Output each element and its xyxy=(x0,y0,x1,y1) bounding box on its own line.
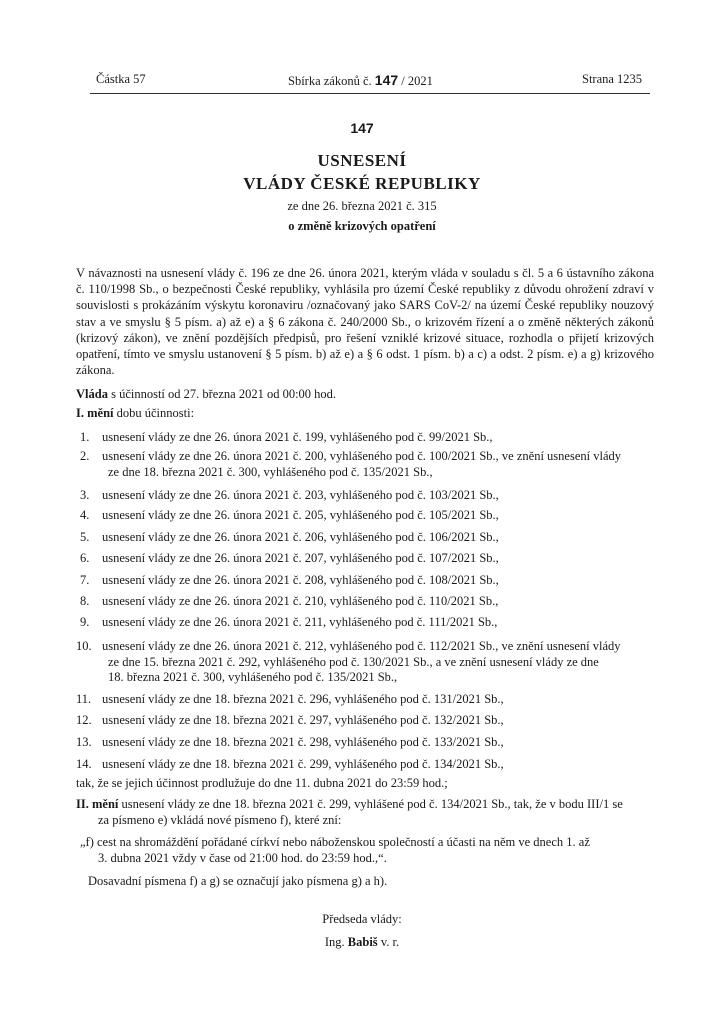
list-item-text xyxy=(102,692,656,708)
list-item-text xyxy=(102,488,660,504)
list-item-line: usnesení vlády ze dne 26. února 2021 č. 211, vyhlášeného pod č. 111/2021 Sb., xyxy=(102,615,498,629)
list-item-number: 5. xyxy=(80,530,90,544)
list-item-line: usnesení vlády ze dne 26. února 2021 č. 208, vyhlášeného pod č. 108/2021 Sb., xyxy=(102,573,499,587)
list-item xyxy=(80,594,660,610)
list-item xyxy=(80,615,660,631)
list-item xyxy=(80,508,660,524)
renumber-line: Dosavadní písmena f) a g) se označují jako písmena g) a h). xyxy=(88,874,388,888)
header-collection-number: 147 xyxy=(374,72,399,88)
list-item-number: 7. xyxy=(80,573,90,587)
list-item-text xyxy=(102,508,660,524)
list-item xyxy=(76,692,656,708)
list-item-text xyxy=(102,639,656,686)
effective-label: Vláda xyxy=(76,387,108,401)
list-item-number: 4. xyxy=(80,508,90,522)
list-item-line: usnesení vlády ze dne 26. února 2021 č. 206, vyhlášeného pod č. 106/2021 Sb., xyxy=(102,530,499,544)
list-item xyxy=(76,713,656,729)
list-item-number: 13. xyxy=(76,735,92,749)
list-item xyxy=(80,530,660,546)
list-item-text xyxy=(102,530,660,546)
document-number: 147 xyxy=(350,120,374,136)
list-item-text xyxy=(102,430,660,446)
header-page-number: Strana 1235 xyxy=(582,72,643,86)
list-item-line: usnesení vlády ze dne 26. února 2021 č. 212, vyhlášeného pod č. 112/2021 Sb., ve znění usnesení vlády xyxy=(102,639,621,653)
effective-line xyxy=(76,387,336,402)
header-collection-year: / 2021 xyxy=(401,74,433,88)
list-item xyxy=(76,757,656,773)
header-collection xyxy=(288,72,433,89)
list-item-number: 12. xyxy=(76,713,92,727)
list-item xyxy=(76,639,656,686)
list-item-number: 14. xyxy=(76,757,92,771)
effective-text: s účinností od 27. března 2021 od 00:00 hod. xyxy=(107,387,337,401)
list-item xyxy=(80,430,660,446)
list-item-line: usnesení vlády ze dne 26. února 2021 č. 200, vyhlášeného pod č. 100/2021 Sb., ve znění usnesení vlády xyxy=(102,449,621,463)
list-item xyxy=(80,488,660,504)
list-item-line: usnesení vlády ze dne 26. února 2021 č. 207, vyhlášeného pod č. 107/2021 Sb., xyxy=(102,551,499,565)
list-item-number: 10. xyxy=(76,639,92,653)
list-item-line: usnesení vlády ze dne 18. března 2021 č. 299, vyhlášeného pod č. 134/2021 Sb., xyxy=(102,757,504,771)
title-resolution: USNESENÍ xyxy=(317,151,407,170)
list-item xyxy=(80,573,660,589)
list-item-line: ze dne 18. března 2021 č. 300, vyhlášeného pod č. 135/2021 Sb., xyxy=(108,464,433,479)
quote-line-2: 3. dubna 2021 vždy v čase od 21:00 hod. do 23:59 hod.,“. xyxy=(98,851,387,865)
list-item-number: 1. xyxy=(80,430,90,444)
section-two-text: usnesení vlády ze dne 18. března 2021 č. 299, vyhlášené pod č. 134/2021 Sb., tak, že v bodu III/1 se xyxy=(118,797,623,811)
list-item-line: usnesení vlády ze dne 26. února 2021 č. 203, vyhlášeného pod č. 103/2021 Sb., xyxy=(102,488,499,502)
list-item-number: 8. xyxy=(80,594,90,608)
inserted-letter-quote xyxy=(80,834,650,866)
list-item-line: ze dne 15. března 2021 č. 292, vyhlášeného pod č. 130/2021 Sb., a ve znění usnesení vlády ze dne xyxy=(108,654,599,669)
list-item-line: usnesení vlády ze dne 18. března 2021 č. 297, vyhlášeného pod č. 132/2021 Sb., xyxy=(102,713,504,727)
section-one-heading xyxy=(76,406,194,421)
list-item-text xyxy=(102,615,660,631)
list-item xyxy=(80,449,660,480)
signature-name: Babiš xyxy=(347,935,378,949)
list-item-text xyxy=(102,551,660,567)
list-item xyxy=(80,551,660,567)
list-item-text xyxy=(102,573,660,589)
section-two-label: II. mění xyxy=(76,797,119,811)
list-item xyxy=(76,735,656,751)
list-item-line: usnesení vlády ze dne 26. února 2021 č. 199, vyhlášeného pod č. 99/2021 Sb., xyxy=(102,430,493,444)
list-item-number: 9. xyxy=(80,615,90,629)
section-two-continuation: za písmeno e) vkládá nové písmeno f), které zní: xyxy=(98,813,342,827)
list-item-text xyxy=(102,735,656,751)
list-item-line: 18. března 2021 č. 300, vyhlášeného pod č. 135/2021 Sb., xyxy=(108,670,398,684)
section-one-label: I. mění xyxy=(76,406,114,420)
signature-suffix: v. r. xyxy=(380,935,400,949)
title-government: VLÁDY ČESKÉ REPUBLIKY xyxy=(243,174,481,193)
list-item-number: 2. xyxy=(80,449,90,463)
list-item-line: usnesení vlády ze dne 18. března 2021 č. 296, vyhlášeného pod č. 131/2021 Sb., xyxy=(102,692,504,706)
section-one-text: dobu účinnosti: xyxy=(113,406,195,420)
signature-role: Předseda vlády: xyxy=(322,912,402,926)
list-item-number: 6. xyxy=(80,551,90,565)
list-item-text xyxy=(102,713,656,729)
intro-paragraph: V návaznosti na usnesení vlády č. 196 ze dne 26. února 2021, kterým vláda v souladu s čl. 5 a 6 ústavního zákona č. 110/1998 Sb., o bezpečnosti České republiky, vyhlásila pro území České republiky z důvodu ohrožení zdraví v souvislosti s prokázáním výskytu koronaviru /označovaný jako SARS CoV-2/ na území České republiky nouzový stav a ve smyslu § 5 písm. a) až e) a § 6 zákona č. 240/2000 Sb., o krizovém řízení a o změně některých zákonů (krizový zákon), ve znění pozdějších předpisů, pro řešení vzniklé krizové situace, rozhodla o přijetí krizových opatření, tímto ve smyslu ustanovení § 5 písm. b) až e) a § 6 odst. 1 písm. b) a c) a odst. 2 písm. e) a g) krizového zákona. xyxy=(76,266,654,378)
list-item-text xyxy=(102,594,660,610)
quote-line-1: „f) cest na shromáždění pořádané církví nebo náboženskou společností a účasti na něm ve dnech 1. až xyxy=(80,835,590,849)
list-item-text xyxy=(102,449,660,480)
section-two-heading xyxy=(76,797,623,812)
list-item-line: usnesení vlády ze dne 26. února 2021 č. 210, vyhlášeného pod č. 110/2021 Sb., xyxy=(102,594,499,608)
header-issue: Částka 57 xyxy=(96,72,146,86)
list-item-text xyxy=(102,757,656,773)
signature-prefix: Ing. xyxy=(324,935,345,949)
signature xyxy=(0,935,724,950)
resolution-date: ze dne 26. března 2021 č. 315 xyxy=(287,199,437,213)
list-item-number: 11. xyxy=(76,692,92,706)
resolution-subject: o změně krizových opatření xyxy=(288,219,436,233)
header-rule xyxy=(90,93,650,94)
list-item-line: usnesení vlády ze dne 26. února 2021 č. 205, vyhlášeného pod č. 105/2021 Sb., xyxy=(102,508,499,522)
list-item-number: 3. xyxy=(80,488,90,502)
list-item-line: usnesení vlády ze dne 18. března 2021 č. 298, vyhlášeného pod č. 133/2021 Sb., xyxy=(102,735,504,749)
extension-line: tak, že se jejich účinnost prodlužuje do dne 11. dubna 2021 do 23:59 hod.; xyxy=(76,776,448,790)
header-collection-prefix: Sbírka zákonů č. xyxy=(288,74,372,88)
